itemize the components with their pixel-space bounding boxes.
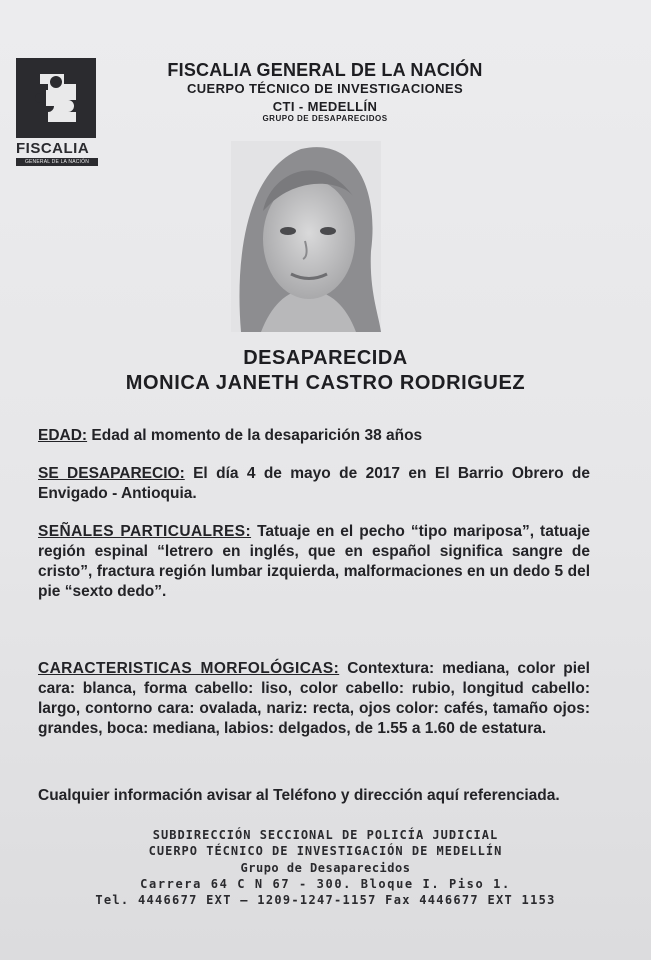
header-city: CTI - MEDELLÍN	[272, 99, 378, 114]
marks-text: Tatuaje en el pecho “tipo mariposa”, tatuaje región espinal “letrero en inglés, que en español significa sangre de cristo”, fractura región lumbar izquierda, malformaciones en un dedo 5 del pie “sexto dedo”.	[38, 523, 590, 600]
header-group: GRUPO DE DESAPARECIDOS	[262, 114, 388, 123]
header-department: CUERPO TÉCNICO DE INVESTIGACIONES	[186, 81, 464, 96]
person-photo	[231, 141, 381, 332]
age-text: Edad al momento de la desaparición 38 años	[87, 427, 423, 444]
age-label: EDAD:	[38, 427, 88, 444]
fiscalia-logo	[16, 58, 98, 166]
person-name: MONICA JANETH CASTRO RODRIGUEZ	[125, 372, 526, 394]
morphology-text: Contextura: mediana, color piel cara: blanca, forma cabello: liso, color cabello: rubio, longitud cabello: largo, contorno cara: ovalada, nariz: recta, ojos color: cafés, tamaño ojos: grandes, boca: mediana, labios: delgados, de 1.55 a 1.60 de estatura.	[38, 660, 590, 737]
marks-label: SEÑALES PARTICUALRES:	[38, 523, 252, 540]
morphology-section	[38, 659, 590, 739]
footer-group: Grupo de Desaparecidos	[240, 861, 411, 875]
logo-subtext: GENERAL DE LA NACIÓN	[16, 158, 98, 166]
logo-text: FISCALIA	[16, 140, 90, 157]
header-institution: FISCALIA GENERAL DE LA NACIÓN	[167, 60, 483, 80]
status-heading: DESAPARECIDA	[243, 347, 408, 369]
disappearance-text: El día 4 de mayo de 2017 en El Barrio Obrero de Envigado - Antioquia.	[38, 465, 590, 502]
puzzle-piece-icon	[16, 58, 96, 138]
age-section	[38, 426, 590, 446]
disappearance-section	[38, 464, 590, 504]
footer-phone: Tel. 4446677 EXT – 1209-1247-1157 Fax 4446677 EXT 1153	[95, 893, 556, 907]
footer-department: CUERPO TÉCNICO DE INVESTIGACIÓN DE MEDELLÍN	[148, 844, 503, 858]
contact-notice: Cualquier información avisar al Teléfono y dirección aquí referenciada.	[38, 787, 560, 804]
marks-section	[38, 522, 590, 602]
footer-address: Carrera 64 C N 67 - 300. Bloque I. Piso 1.	[140, 877, 511, 891]
disappearance-label: SE DESAPARECIO:	[38, 465, 185, 482]
morphology-label: CARACTERISTICAS MORFOLÓGICAS:	[38, 660, 340, 677]
footer-subdirectorate: SUBDIRECCIÓN SECCIONAL DE POLICÍA JUDICIAL	[152, 828, 499, 842]
